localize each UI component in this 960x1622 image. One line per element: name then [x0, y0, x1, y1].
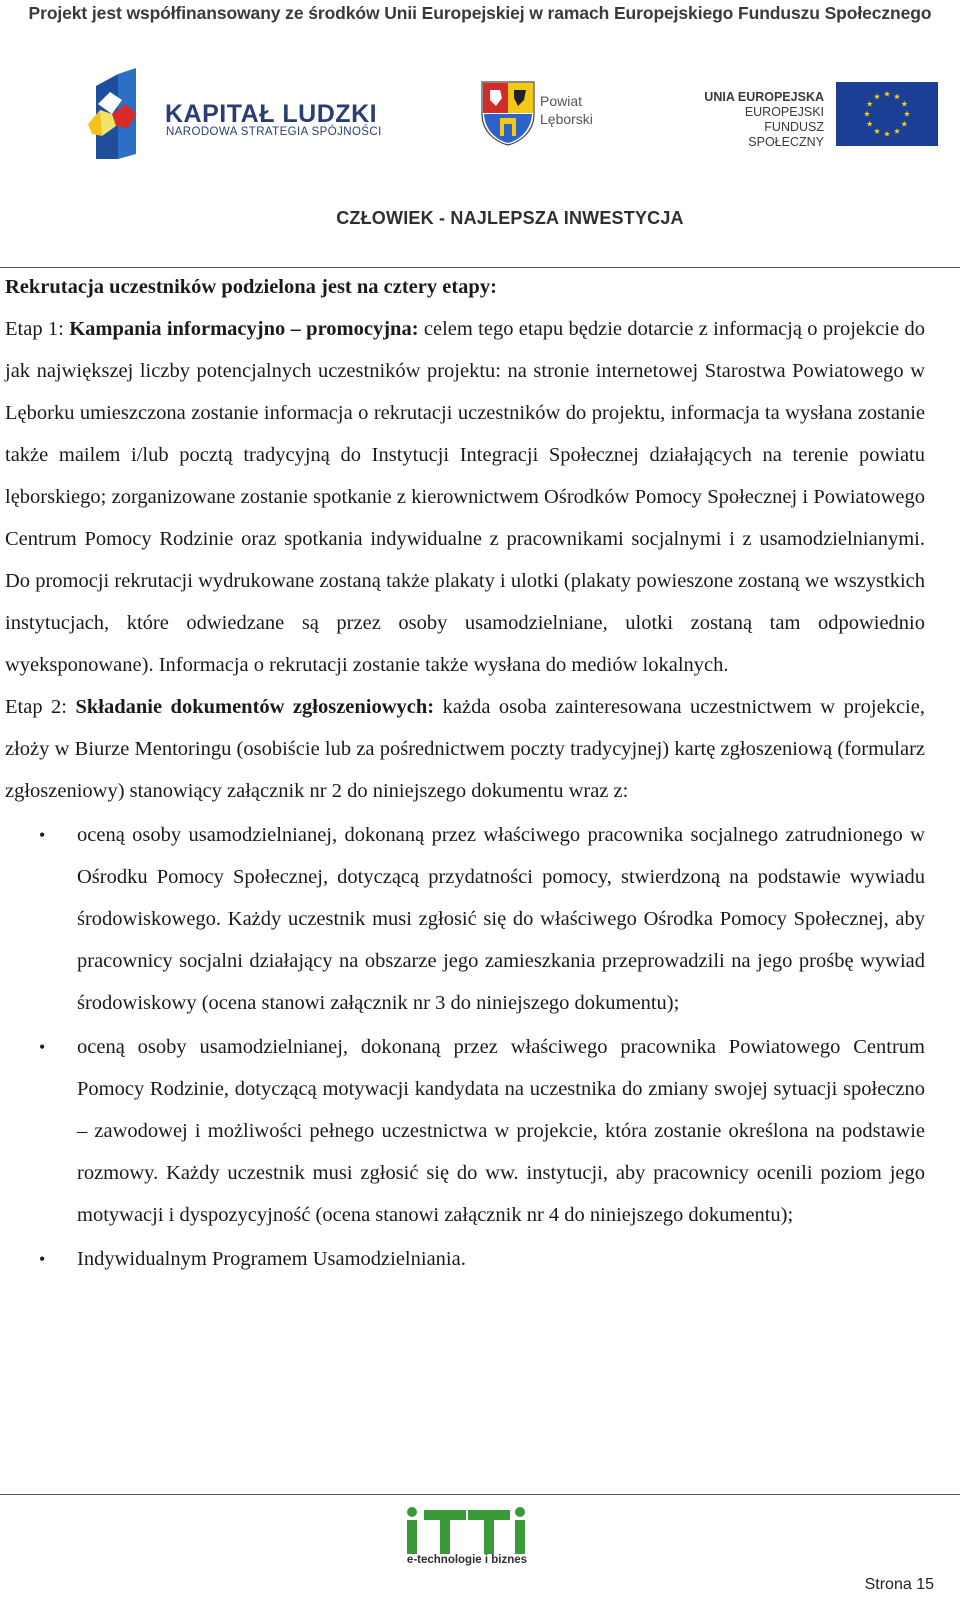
- list-item: [5, 814, 925, 1024]
- document-body: [5, 266, 925, 1280]
- powiat-leborski-crest-icon: [480, 80, 536, 146]
- bullet-icon: •: [39, 825, 46, 845]
- bullet-icon: •: [39, 1249, 46, 1269]
- slogan: CZŁOWIEK - NAJLEPSZA INWESTYCJA: [336, 208, 684, 228]
- etap-1-text: celem tego etapu będzie dotarcie z informacją o projekcie do jak największej liczby potencjalnych uczestników projektu: na stronie internetowej Starostwa Powiatowego w Lęborku umieszczona zostanie informacja o rekrutacji uczestników do projektu, informacja ta wysłana zostanie także mailem i/lub pocztą tradycyjną do Instytucji Integracji Społecznej działających na terenie powiatu lęborskiego; zorganizowane zostanie spotkanie z kierownictwem Ośrodków Pomocy Społecznej i Powiatowego Centrum Pomocy Rodzinie oraz spotkania indywidualne z pracownikami socjalnymi i z usamodzielnianymi. Do promocji rekrutacji wydrukowane zostaną także plakaty i ulotki (plakaty powieszone zostaną we wszystkich instytucjach, które odwiedzane są przez osoby usamodzielniane, ulotki zostaną tam odpowiednio wyeksponowane). Informacja o rekrutacji zostanie także wysłana do mediów lokalnych.: [5, 318, 925, 676]
- eu-flag-icon: [836, 82, 938, 146]
- etap-2-text: każda osoba zainteresowana uczestnictwem w projekcie, złoży w Biurze Mentoringu (osobiście lub za pośrednictwem poczty tradycyjnej) kartę zgłoszeniową (formularz zgłoszeniowy) stanowiący załącznik nr 2 do niniejszego dokumentu wraz z:: [5, 696, 925, 802]
- powiat-leborski-name: [540, 92, 593, 128]
- etap-2-title: Składanie dokumentów zgłoszeniowych:: [75, 696, 435, 718]
- itti-wordmark-icon: [402, 1506, 532, 1556]
- kapital-ludzki-subtitle: NARODOWA STRATEGIA SPÓJNOŚCI: [166, 126, 382, 138]
- unia-line2: EUROPEJSKI: [744, 105, 824, 119]
- eu-cofinancing-note: Projekt jest współfinansowany ze środków Unii Europejskiej w ramach Europejskiego Funduszu Społecznego: [28, 3, 932, 23]
- unia-europejska-text: [688, 90, 824, 150]
- powiat-line1: Powiat: [540, 93, 583, 109]
- list-item: [5, 1026, 925, 1236]
- list-item-text: oceną osoby usamodzielnianej, dokonaną przez właściwego pracownika socjalnego zatrudnionego w Ośrodku Pomocy Społecznej, dotyczącą przydatności pomocy, stwierdzoną na podstawie wywiadu środowiskowego. Każdy uczestnik musi zgłosić się do właściwego Ośrodka Pomocy Społecznej, aby pracownicy socjalni działający na obszarze jego zamieszkania przeprowadzili na jego prośbę wywiad środowiskowy (ocena stanowi załącznik nr 3 do niniejszego dokumentu);: [77, 824, 925, 1014]
- etap-1-title: Kampania informacyjno – promocyjna:: [69, 318, 419, 340]
- list-item: [5, 1238, 925, 1280]
- page-number: Strona 15: [864, 1576, 934, 1593]
- list-item-text: oceną osoby usamodzielnianej, dokonaną przez właściwego pracownika Powiatowego Centrum Pomocy Rodzinie, dotyczącą motywacji kandydata na uczestnika do zmiany swojej sytuacji społeczno – zawodowej i możliwości pełnego uczestnictwa w projekcie, która zostanie określona na podstawie rozmowy. Każdy uczestnik musi zgłosić się do ww. instytucji, aby pracownicy ocenili poziom jego motywacji i dyspozycyjność (ocena stanowi załącznik nr 4 do niniejszego dokumentu);: [77, 1036, 925, 1226]
- itti-tagline: e-technologie i biznes: [406, 1554, 528, 1566]
- recruitment-heading: Rekrutacja uczestników podzielona jest na cztery etapy:: [5, 276, 497, 298]
- kapital-ludzki-title: KAPITAŁ LUDZKI: [165, 100, 378, 128]
- list-item-text: Indywidualnym Programem Usamodzielniania.: [77, 1248, 466, 1270]
- powiat-line2: Lęborski: [540, 111, 593, 127]
- unia-line3: FUNDUSZ SPOŁECZNY: [748, 120, 824, 149]
- itti-logo: [402, 1506, 532, 1576]
- etap-2-paragraph: [5, 686, 925, 812]
- etap-1-paragraph: [5, 308, 925, 686]
- etap-1-prefix: Etap 1:: [5, 318, 70, 340]
- etap-2-prefix: Etap 2:: [5, 696, 76, 718]
- bullet-icon: •: [39, 1037, 46, 1057]
- required-documents-list: [5, 814, 925, 1280]
- unia-line1: UNIA EUROPEJSKA: [704, 90, 824, 104]
- footer-divider: [0, 1494, 960, 1495]
